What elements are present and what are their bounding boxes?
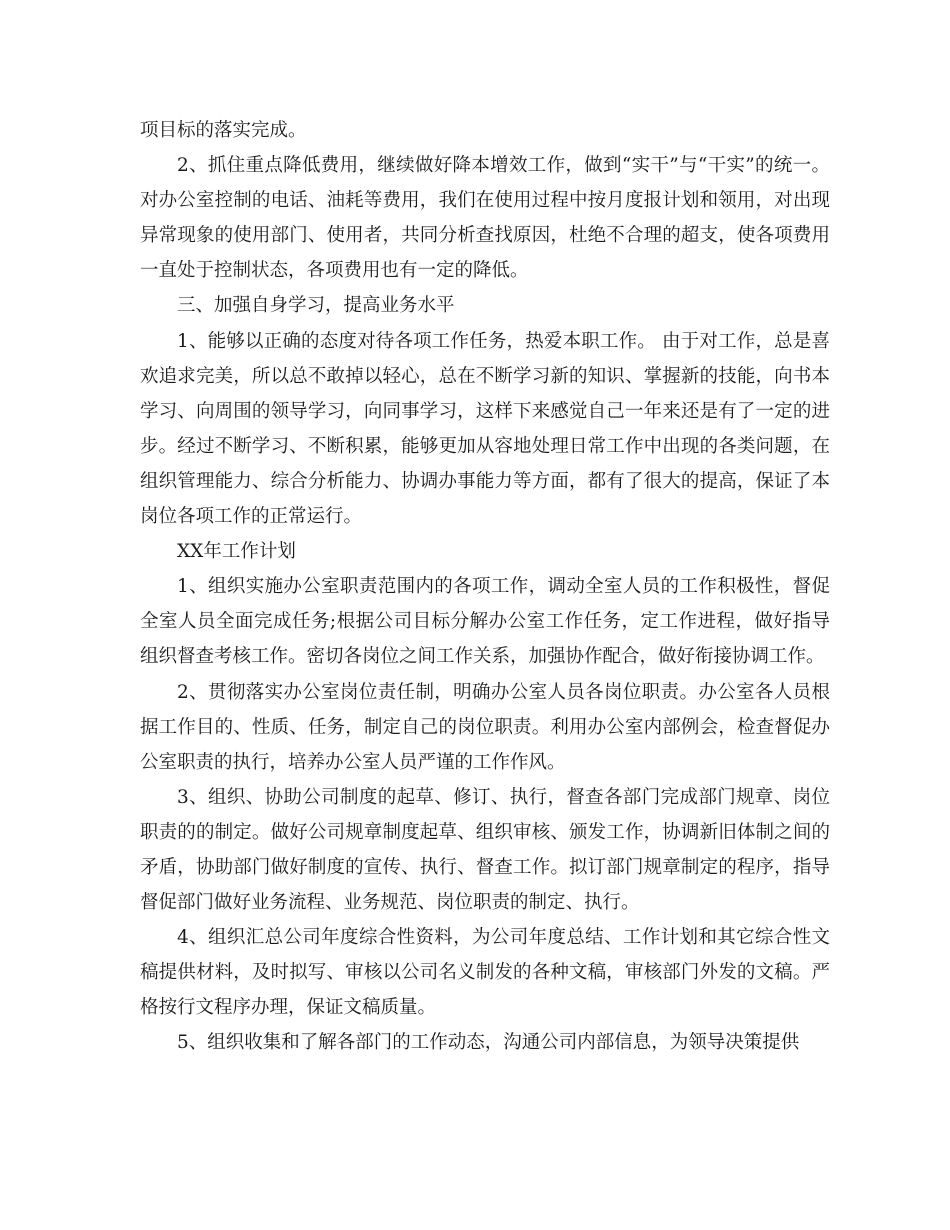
paragraph: 2、抓住重点降低费用，继续做好降本增效工作，做到“实干”与“干实”的统一。对办公室控制的电话、油耗等费用，我们在使用过程中按月度报计划和领用，对出现异常现象的使用部门、使用者，共同分析查找原因，杜绝不合理的超支，使各项费用一直处于控制状态，各项费用也有一定的降低。 <box>140 155 830 282</box>
paragraph: 项目标的落实完成。 <box>140 120 307 141</box>
document-body <box>140 113 830 1061</box>
section-heading: 三、加强自身学习，提高业务水平 <box>177 295 455 317</box>
paragraph: 5、组织收集和了解各部门的工作动态，沟通公司内部信息，为领导决策提供 <box>177 1032 800 1054</box>
paragraph: 3、组织、协助公司制度的起草、修订、执行，督查各部门完成部门规章、岗位职责的的制定。做好公司规章制度起草、组织审核、颁发工作，协调新旧体制之间的矛盾，协助部门做好制度的宣传、执行、督查工作。拟订部门规章制定的程序，指导督促部门做好业务流程、业务规范、岗位职责的制定、执行。 <box>140 786 830 914</box>
section-heading: XX年工作计划 <box>177 541 296 563</box>
paragraph: 4、组织汇总公司年度综合性资料，为公司年度总结、工作计划和其它综合性文稿提供材料，及时拟写、审核以公司名义制发的各种文稿，审核部门外发的文稿。严格按行文程序办理，保证文稿质量。 <box>140 927 830 1019</box>
paragraph: 1、组织实施办公室职责范围内的各项工作，调动全室人员的工作积极性，督促全室人员全面完成任务;根据公司目标分解办公室工作任务，定工作进程，做好指导组织督查考核工作。密切各岗位之间工作关系，加强协作配合，做好衔接协调工作。 <box>140 576 830 668</box>
paragraph: 1、能够以正确的态度对待各项工作任务，热爱本职工作。 由于对工作，总是喜欢追求完美，所以总不敢掉以轻心，总在不断学习新的知识、掌握新的技能，向书本学习、向周围的领导学习，向同事学习，这样下来感觉自己一年来还是有了一定的进步。经过不断学习、不断积累，能够更加从容地处理日常工作中出现的各类问题，在组织管理能力、综合分析能力、协调办事能力等方面，都有了很大的提高，保证了本岗位各项工作的正常运行。 <box>140 330 830 528</box>
paragraph: 2、贯彻落实办公室岗位责任制，明确办公室人员各岗位职责。办公室各人员根据工作目的、性质、任务，制定自己的岗位职责。利用办公室内部例会，检查督促办公室职责的执行，培养办公室人员严谨的工作作风。 <box>140 681 830 773</box>
